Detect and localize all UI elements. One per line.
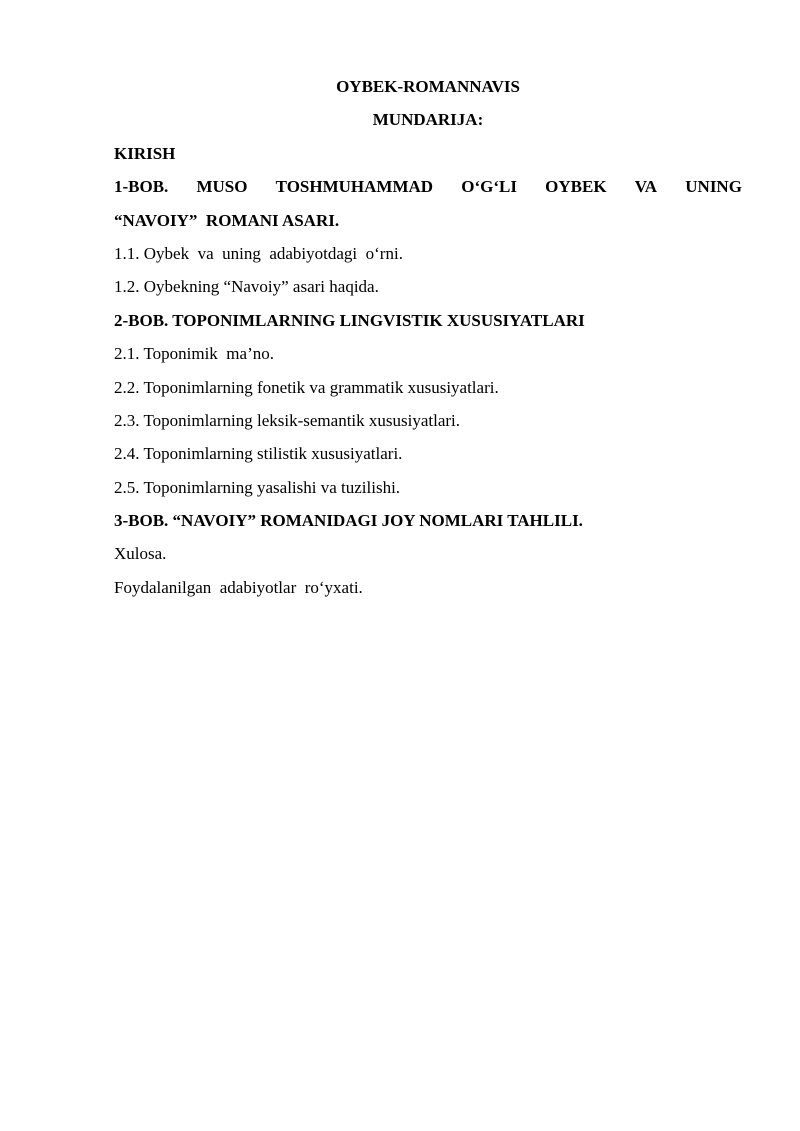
chapter-1-word: MUSO — [196, 177, 248, 197]
chapter-1-word: OYBEK — [545, 177, 607, 197]
toc-section-2-5: 2.5. Toponimlarning yasalishi va tuzilishi. — [114, 477, 401, 497]
toc-chapter-1-line-1 — [114, 170, 742, 203]
document-title: OYBEK-ROMANNAVIS — [336, 77, 520, 96]
toc-chapter-2: 2-BOB. TOPONIMLARNING LINGVISTIK XUSUSIYATLARI — [114, 310, 585, 330]
chapter-1-word: VA — [634, 177, 658, 197]
toc-chapter-3: 3-BOB. “NAVOIY” ROMANIDAGI JOY NOMLARI TAHLILI. — [114, 511, 583, 531]
chapter-1-word: O‘G‘LI — [461, 177, 517, 197]
chapter-1-word: 1-BOB. — [114, 177, 169, 197]
toc-chapter-1-line-2: “NAVOIY” ROMANI ASARI. — [114, 210, 340, 230]
toc-section-1-1: 1.1. Oybek va uning adabiyotdagi o‘rni. — [114, 243, 403, 263]
toc-references: Foydalanilgan adabiyotlar ro‘yxati. — [114, 577, 363, 597]
table-of-contents-heading: MUNDARIJA: — [372, 110, 484, 130]
toc-section-2-3: 2.3. Toponimlarning leksik-semantik xususiyatlari. — [114, 410, 461, 430]
toc-conclusion: Xulosa. — [114, 544, 167, 564]
toc-intro: KIRISH — [114, 143, 176, 163]
toc-section-2-4: 2.4. Toponimlarning stilistik xususiyatlari. — [114, 444, 403, 464]
chapter-1-word: UNING — [685, 177, 742, 197]
document-page — [114, 70, 742, 604]
chapter-1-word: TOSHMUHAMMAD — [275, 177, 434, 197]
toc-section-2-2: 2.2. Toponimlarning fonetik va grammatik xususiyatlari. — [114, 377, 499, 397]
toc-section-2-1: 2.1. Toponimik ma’no. — [114, 344, 274, 364]
toc-section-1-2: 1.2. Oybekning “Navoiy” asari haqida. — [114, 277, 379, 297]
